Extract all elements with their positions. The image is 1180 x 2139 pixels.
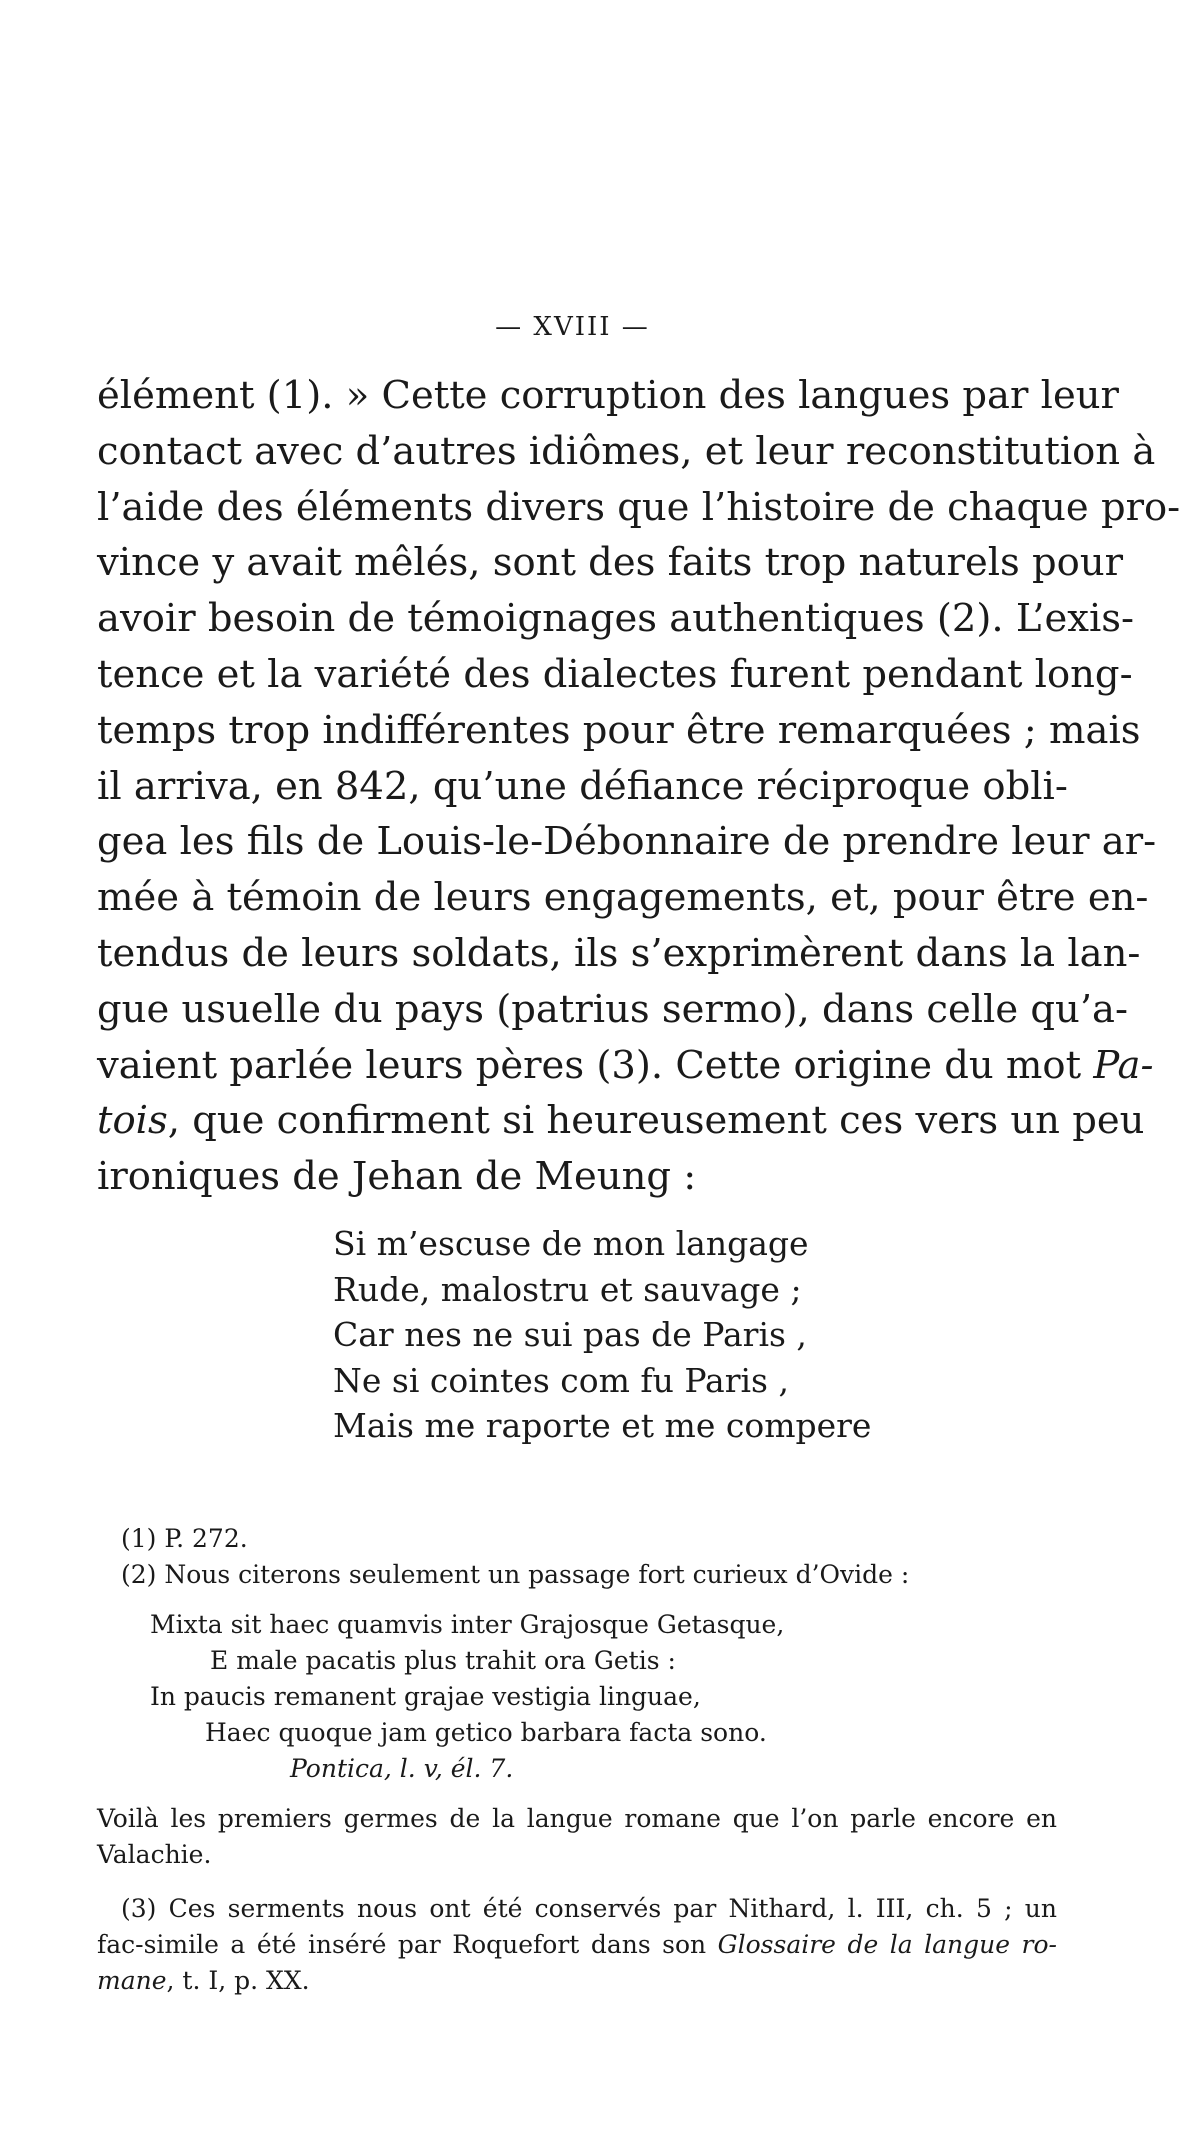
page-number: — XVIII — [495, 312, 650, 342]
book-title: Glossaire de la langue ro- [717, 1930, 1057, 1959]
citation: Pontica, l. v, él. 7. [290, 1754, 514, 1783]
ovid-source [97, 1751, 1057, 1787]
ovid-verse: Haec quoque jam getico barbara facta sono. [205, 1718, 767, 1747]
text-line: contact avec d’autres idiômes, et leur reconstitution à [97, 428, 1156, 474]
verse-quotation [333, 1221, 933, 1449]
text-line: vince y avait mêlés, sont des faits trop naturels pour [97, 540, 1124, 586]
text-fragment: , que confirment si heureusement ces vers un peu [167, 1098, 1145, 1144]
text-line [97, 1093, 1145, 1149]
text-line: il arriva, en 842, qu’une défiance réciproque obli- [97, 763, 1068, 809]
ovid-verse: E male pacatis plus trahit ora Getis : [210, 1646, 676, 1675]
verse-line: Rude, malostru et sauvage ; [333, 1269, 802, 1309]
footnote-3 [97, 1963, 1057, 1999]
footnote-2-continued: Voilà les premiers germes de la langue romane que l’on parle encore en [97, 1804, 1057, 1833]
text-line: tendus de leurs soldats, ils s’exprimèrent dans la lan- [97, 930, 1141, 976]
text-line: ironiques de Jehan de Meung : [97, 1154, 697, 1200]
footnote-2-continued: Valachie. [97, 1840, 212, 1869]
text-line: mée à témoin de leurs engagements, et, pour être en- [97, 875, 1149, 921]
book-title: mane [97, 1966, 167, 1995]
italic-word: tois [97, 1098, 168, 1144]
verse-line: Car nes ne sui pas de Paris , [333, 1315, 807, 1354]
footnote-3: (3) Ces serments nous ont été conservés par Nithard, l. III, ch. 5 ; un [121, 1894, 1057, 1923]
text-line: temps trop indifférentes pour être remarquées ; mais [97, 707, 1141, 753]
footnotes [97, 1521, 1057, 1999]
text-line: avoir besoin de témoignages authentiques (2). L’exis- [97, 596, 1135, 642]
verse-line: Ne si cointes com fu Paris , [333, 1360, 789, 1400]
text-fragment: fac-simile a été inséré par Roquefort dans son [97, 1930, 707, 1959]
text-line: gue usuelle du pays (patrius sermo), dans celle qu’a- [97, 986, 1129, 1032]
text-line: élément (1). » Cette corruption des langues par leur [97, 373, 1119, 418]
text-line: l’aide des éléments divers que l’histoire de chaque pro- [97, 484, 1180, 530]
text-line [97, 1038, 1154, 1094]
italic-word: Pa- [1093, 1042, 1154, 1088]
text-fragment: vaient parlée leurs pères (3). Cette origine du mot [97, 1042, 1082, 1088]
footnote-1: (1) P. 272. [121, 1524, 248, 1553]
text-line: tence et la variété des dialectes furent pendant long- [97, 651, 1133, 697]
text-line: gea les fils de Louis-le-Débonnaire de prendre leur ar- [97, 819, 1157, 865]
body-paragraph [97, 368, 1180, 1205]
ovid-verse: Mixta sit haec quamvis inter Grajosque Getasque, [150, 1610, 785, 1639]
text-fragment: , t. I, p. XX. [166, 1966, 310, 1995]
verse-line: Si m’escuse de mon langage [333, 1224, 809, 1263]
verse-line: Mais me raporte et me compere [333, 1406, 872, 1445]
footnote-2: (2) Nous citerons seulement un passage fort curieux d’Ovide : [121, 1560, 910, 1589]
ovid-verse: In paucis remanent grajae vestigia linguae, [150, 1682, 701, 1711]
footnote-3 [97, 1927, 1057, 1963]
